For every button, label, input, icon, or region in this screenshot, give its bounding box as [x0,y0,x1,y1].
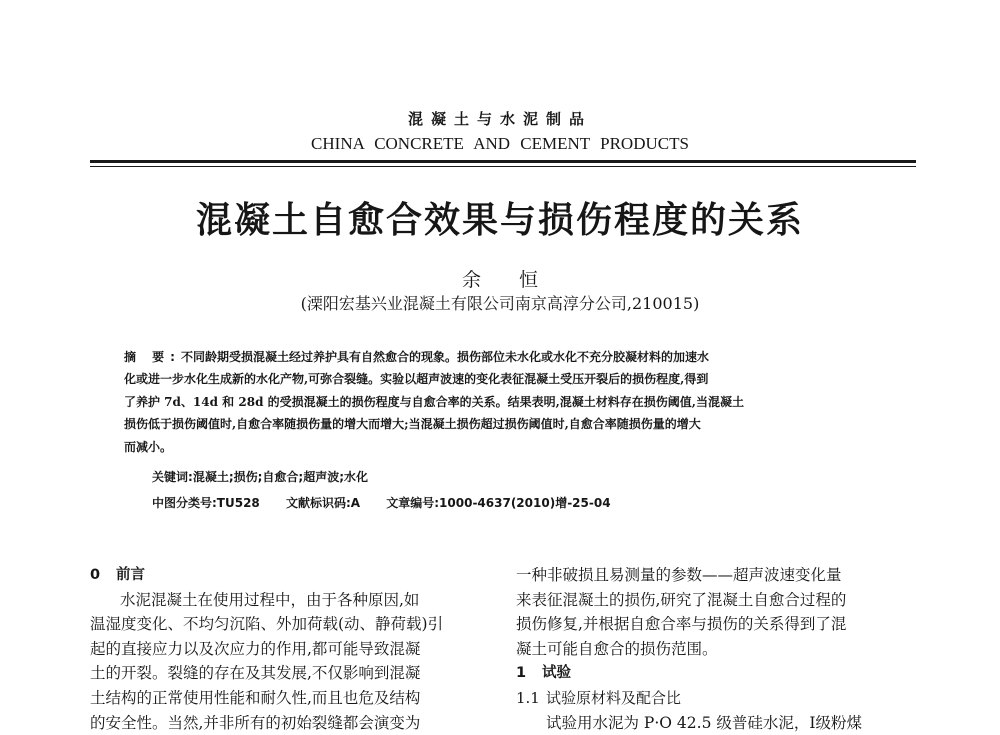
subsection-heading [516,686,916,711]
author-affiliation: (溧阳宏基兴业混凝土有限公司南京高淳分公司,210015) [300,294,700,313]
journal-name-en: CHINA CONCRETE AND CEMENT PRODUCTS [311,134,689,153]
section-number: 0 [90,567,101,583]
body-line: 起的直接应力以及次应力的作用,都可能导致混凝 [90,639,421,658]
abstract-text: 不同龄期受损混凝土经过养护具有自然愈合的现象。损伤部位未水化或水化不充分胶凝材料的加速水 [180,350,709,364]
abstract-line: 了养护 7d、14d 和 28d 的受损混凝土的损伤程度与自愈合率的关系。结果表明,混凝土材料存在损伤阈值,当混凝土 [124,394,744,409]
abstract-line: 而减小。 [124,439,173,454]
keywords [152,468,368,485]
section-title: 试验 [542,665,571,682]
article-title: 混凝土自愈合效果与损伤程度的关系 [195,200,804,241]
subsection-title: 试验原材料及配合比 [546,688,682,707]
abstract [124,346,876,458]
abstract-line: 损伤低于损伤阈值时,自愈合率随损伤量的增大而增大;当混凝土损伤超过损伤阈值时,自愈合率随损伤量的增大 [124,417,701,432]
keywords-text: 混凝土;损伤;自愈合;超声波;水化 [192,470,369,484]
header-rule-thick [90,160,916,163]
subsection-number: 1.1 [516,688,540,707]
clc-number: 中图分类号:TU528 [152,496,260,510]
body-column-right [516,563,916,735]
header-rule-thin [90,166,916,167]
section-heading-intro [90,563,490,588]
body-line: 水泥混凝土在使用过程中，由于各种原因,如 [120,590,420,609]
abstract-label: 摘 要: [124,350,181,364]
body-line: 土结构的正常使用性能和耐久性,而且也危及结构 [90,688,421,707]
body-line: 试验用水泥为 P·O 42.5 级普硅水泥，Ⅰ级粉煤 [546,713,862,732]
section-number: 1 [516,665,527,682]
body-line: 一种非破损且易测量的参数——超声波速变化量 [516,566,842,584]
body-column-left [90,563,490,735]
body-line: 温湿度变化、不均匀沉陷、外加荷载(动、静荷载)引 [90,615,444,634]
keywords-label: 关键词: [152,470,193,484]
section-heading-experiment [516,661,916,686]
article-author: 余 恒 [461,269,555,291]
section-title: 前言 [116,567,145,583]
article-number: 文章编号:1000-4637(2010)增-25-04 [386,496,611,510]
body-line: 的安全性。当然,并非所有的初始裂缝都会演变为 [90,713,421,732]
body-line: 土的开裂。裂缝的存在及其发展,不仅影响到混凝 [90,664,421,683]
abstract-line [124,346,876,368]
classification-line [152,494,633,511]
body-line: 损伤修复,并根据自愈合率与损伤的关系得到了混 [516,615,847,634]
document-code: 文献标识码:A [285,496,361,510]
journal-name-cn: 混凝土与水泥制品 [407,110,592,128]
abstract-line: 化或进一步水化生成新的水化产物,可弥合裂缝。实验以超声波速的变化表征混凝土受压开裂后的损伤程度,得到 [124,372,709,387]
body-line: 来表征混凝土的损伤,研究了混凝土自愈合过程的 [516,590,847,609]
body-line: 凝土可能自愈合的损伤范围。 [516,639,718,658]
